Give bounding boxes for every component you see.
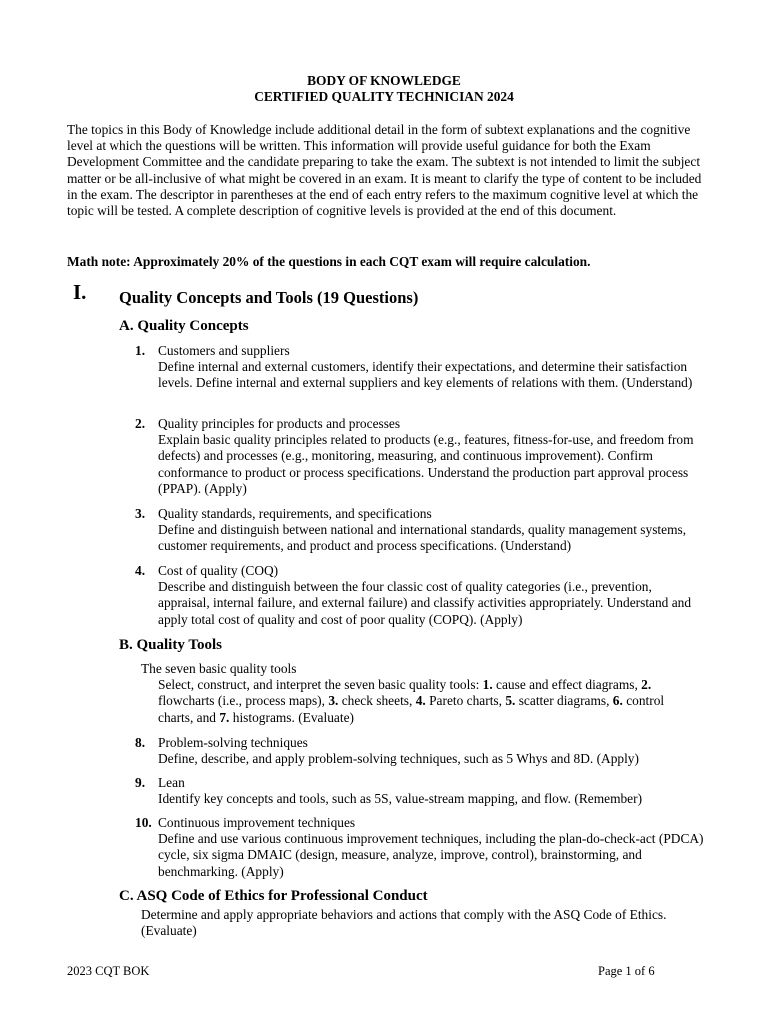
ethics-description: Determine and apply appropriate behaviors and actions that comply with the ASQ Code of Ethics. (Evaluate) [141,907,667,939]
item-description: Identify key concepts and tools, such as 5S, value-stream mapping, and flow. (Remember) [158,791,643,807]
item-description: Define and distinguish between national and international standards, quality management systems, customer requirements, and product and process specifications. (Understand) [158,522,687,554]
footer-left: 2023 CQT BOK [67,964,150,978]
list-item [135,775,705,807]
doc-title-line1: BODY OF KNOWLEDGE [307,73,461,88]
subsection-c-heading: C. ASQ Code of Ethics for Professional Conduct [119,888,428,904]
item-number: 4. [135,563,146,578]
seven-tools-description: Select, construct, and interpret the seven basic quality tools: 1. cause and effect diagrams, 2. flowcharts (i.e., process maps), 3. check sheets, 4. Pareto charts, 5. scatter diagrams, 6. control charts, and 7. histograms. (Evaluate) [158,677,665,725]
list-item [135,416,705,497]
section-number: I. [73,280,87,304]
item-title: Quality standards, requirements, and specifications [158,506,432,521]
item-title: Quality principles for products and processes [158,416,401,431]
list-item [135,735,705,767]
item-title: Continuous improvement techniques [158,815,356,830]
intro-paragraph [67,122,702,219]
item-title: Problem-solving techniques [158,735,308,750]
item-title: Customers and suppliers [158,343,290,358]
item-description: Define and use various continuous improvement techniques, including the plan-do-check-act (PDCA) cycle, six sigma DMAIC (design, measure, analyze, improve, control), brainstorming, and benchmarking. (Apply) [158,831,704,879]
doc-title-line2: CERTIFIED QUALITY TECHNICIAN 2024 [254,89,514,104]
item-title: Lean [158,775,185,790]
list-item [135,815,705,880]
subsection-b-heading: B. Quality Tools [119,637,222,653]
intro-text: The topics in this Body of Knowledge include additional detail in the form of subtext explanations and the cognitive level at which the questions will be written. This information will provide useful guidance for both the Exam Development Committee and the candidate preparing to take the exam. The subtext is not intended to limit the subject matter or be all-inclusive of what might be covered in an exam. It is meant to clarify the type of content to be included in the exam. The descriptor in parentheses at the end of each entry refers to the maximum cognitive level at which the topic will be tested. A complete description of cognitive levels is provided at the end of this document. [67,122,702,219]
item-number: 9. [135,775,146,790]
item-number: 1. [135,343,146,358]
item-number: 2. [135,416,146,431]
seven-tools-title: The seven basic quality tools [141,661,297,676]
seven-tools-item [141,661,701,726]
item-description: Define, describe, and apply problem-solving techniques, such as 5 Whys and 8D. (Apply) [158,751,639,767]
item-number: 3. [135,506,146,521]
list-item [135,343,705,392]
item-description: Define internal and external customers, identify their expectations, and determine their satisfaction levels. Define internal and external suppliers and key elements of relations with them. (Understand) [158,359,693,391]
footer-page-number: Page 1 of 6 [598,964,655,978]
item-title: Cost of quality (COQ) [158,563,279,578]
item-number: 10. [135,815,152,830]
item-description: Explain basic quality principles related to products (e.g., features, fitness-for-use, and freedom from defects) and processes (e.g., monitoring, measuring, and continuous improvement). Confirm conformance to product or process specifications. Understand the production part approval process (PPAP). (Apply) [158,432,694,496]
list-item [135,506,705,555]
item-description: Describe and distinguish between the four classic cost of quality categories (i.e., prevention, appraisal, internal failure, and external failure) and classify activities appropriately. Understand and apply total cost of quality and cost of poor quality (COPQ). (Apply) [158,579,692,627]
item-number: 8. [135,735,146,750]
math-note: Math note: Approximately 20% of the questions in each CQT exam will require calculation. [67,254,591,269]
list-item [135,563,705,628]
section-title: Quality Concepts and Tools (19 Questions) [119,288,419,307]
subsection-a-heading: A. Quality Concepts [119,318,249,334]
